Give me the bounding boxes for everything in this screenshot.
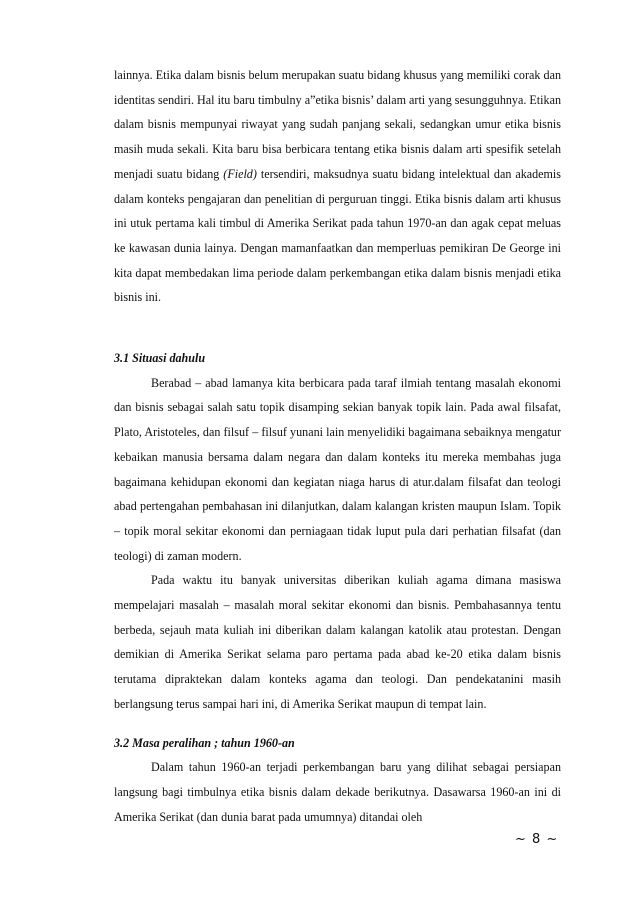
field-term: (Field) <box>223 166 257 181</box>
section-heading-3-1: 3.1 Situasi dahulu <box>114 351 206 366</box>
section-heading-3-2: 3.2 Masa peralihan ; tahun 1960-an <box>114 735 295 750</box>
intro-paragraph <box>114 63 561 310</box>
page-number: ~ 8 ~ <box>515 832 559 847</box>
section-spacer <box>114 310 561 346</box>
section-3-1-paragraph-2: Pada waktu itu banyak universitas diberikan kuliah agama dimana masiswa mempelajari masalah – masalah moral sekitar ekonomi dan bisnis. Pembahasannya tentu berbeda, sejauh mata kuliah ini diberikan dalam kalangan katolik atau protestan. Dengan demikian di Amerika Serikat selama paro pertama pada abad ke-20 etika dalam bisnis terutama dipraktekan dalam konteks agama dan teologi. Dan pendekatanini masih berlangsung terus sampai hari ini, di Amerika Serikat maupun di tempat lain. <box>114 573 561 711</box>
section-spacer <box>114 717 561 731</box>
section-3-2-paragraph-1: Dalam tahun 1960-an terjadi perkembangan baru yang dilihat sebagai persiapan langsung bagi timbulnya etika bisnis dalam dekade berikutnya. Dasawarsa 1960-an ini di Amerika Serikat (dan dunia barat pada umumnya) ditandai oleh <box>114 760 561 824</box>
intro-text-part2: tersendiri, maksudnya suatu bidang intelektual dan akademis dalam konteks pengajaran dan penelitian di perguruan tinggi. Etika bisnis dalam arti khusus ini utuk pertama kali timbul di Amerika Serikat pada tahun 1970-an dan agak cepat meluas ke kawasan dunia lainya. Dengan mamanfaatkan dan memperluas pemikiran De George ini kita dapat membedakan lima periode dalam perkembangan etika dalam bisnis menjadi etika bisnis ini. <box>114 166 561 305</box>
intro-text-part1: lainnya. Etika dalam bisnis belum merupakan suatu bidang khusus yang memiliki corak dan identitas sendiri. Hal itu baru timbulny a”etika bisnis’ dalam arti yang sesungguhnya. Etikan dalam bisnis mempunyai riwayat yang sudah panjang sekali, sedangkan umur etika bisnis masih muda sekali. Kita baru bisa berbicara tentang etika bisnis dalam arti spesifik setelah menjadi suatu bidang <box>114 68 561 181</box>
section-3-1-paragraph-1: Berabad – abad lamanya kita berbicara pada taraf ilmiah tentang masalah ekonomi dan bisnis sebagai salah satu topik disamping sekian banyak topik lain. Pada awal filsafat, Plato, Aristoteles, dan filsuf – filsuf yunani lain menyelidiki bagaimana sebaiknya mengatur kebaikan manusia bersama dalam negara dan dalam konteks itu mereka membahas juga bagaimana kehidupan ekonomi dan kegiatan niaga harus di atur.dalam filsafat dan teologi abad pertengahan pembahasan ini dilanjutkan, dalam kalangan kristen maupun Islam. Topik – topik moral sekitar ekonomi dan perniagaan tidak luput pula dari perhatian filsafat (dan teologi) di zaman modern. <box>114 375 561 563</box>
page-content <box>114 63 561 829</box>
